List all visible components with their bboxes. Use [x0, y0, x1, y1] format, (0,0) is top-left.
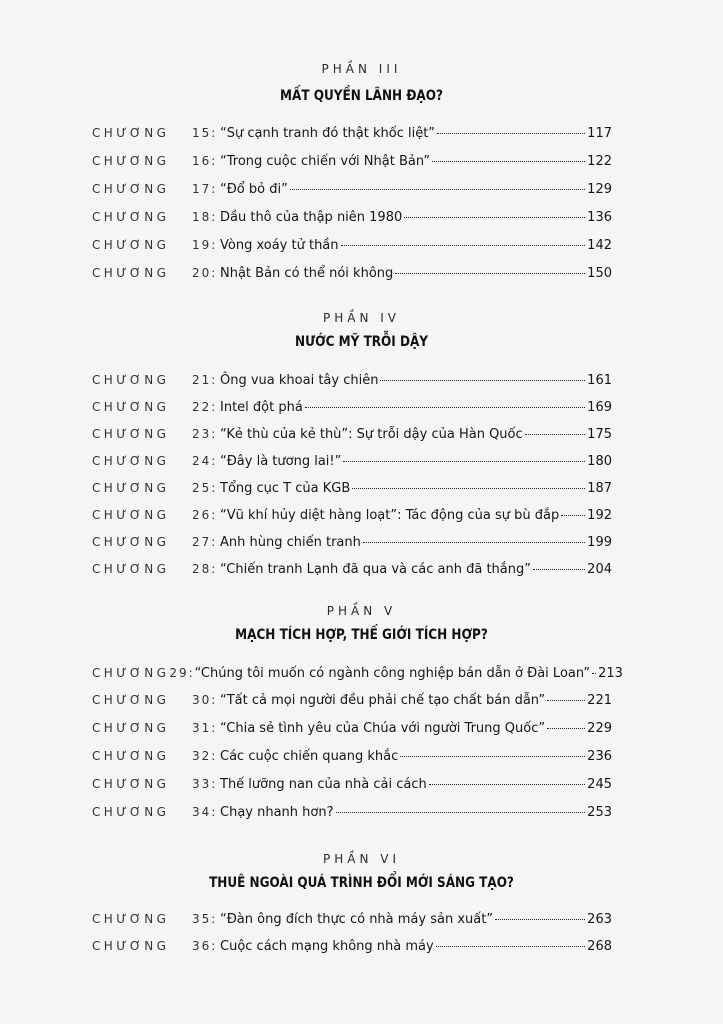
chapter-number: 25:: [192, 481, 218, 495]
chapter-title: “Vũ khí hủy diệt hàng loạt”: Tác động của sự bù đắp: [220, 508, 560, 523]
toc-entry[interactable]: [92, 562, 612, 584]
part-title: MẠCH TÍCH HỢP, THẾ GIỚI TÍCH HỢP?: [235, 627, 488, 643]
chapter-word: CHƯƠNG: [92, 535, 170, 549]
page-number: 150: [587, 266, 612, 281]
chapter-title: Các cuộc chiến quang khắc: [220, 749, 399, 764]
chapter-word: CHƯƠNG: [92, 693, 170, 707]
toc-entry[interactable]: [92, 535, 612, 557]
chapter-title: “Đàn ông đích thực có nhà máy sản xuất”: [220, 912, 494, 927]
page-number: 199: [587, 535, 612, 550]
chapter-title: Ông vua khoai tây chiên: [220, 373, 379, 388]
chapter-number: 27:: [192, 535, 218, 549]
chapter-word: CHƯƠNG: [92, 238, 170, 252]
part-title: MẤT QUYỀN LÃNH ĐẠO?: [280, 88, 443, 104]
dot-leader: [404, 217, 585, 218]
chapter-word: CHƯƠNG: [92, 666, 170, 680]
part-title: NƯỚC MỸ TRỖI DẬY: [294, 334, 429, 350]
toc-entry[interactable]: [92, 427, 612, 449]
chapter-word: CHƯƠNG: [92, 454, 170, 468]
dot-leader: [436, 946, 585, 947]
chapter-number: 21:: [192, 373, 218, 387]
dot-leader: [547, 728, 585, 729]
chapter-number: 17:: [192, 182, 218, 196]
chapter-title: “Chia sẻ tình yêu của Chúa với người Trung Quốc”: [220, 721, 546, 736]
chapter-number: 35:: [192, 912, 218, 926]
page-number: 229: [587, 721, 612, 736]
part-label: PHẦN III: [321, 62, 402, 76]
toc-entry[interactable]: [92, 210, 612, 232]
dot-leader: [341, 245, 586, 246]
dot-leader: [525, 434, 586, 435]
page-number: 136: [587, 210, 612, 225]
page-number: 175: [587, 427, 612, 442]
dot-leader: [290, 189, 585, 190]
chapter-title: Thế lưỡng nan của nhà cải cách: [220, 777, 427, 792]
chapter-number: 36:: [192, 939, 218, 953]
page-number: 129: [587, 182, 612, 197]
part-title: THUÊ NGOÀI QUÁ TRÌNH ĐỔI MỚI SÁNG TẠO?: [209, 875, 514, 891]
dot-leader: [363, 542, 585, 543]
chapter-number: 22:: [192, 400, 218, 414]
dot-leader: [547, 700, 585, 701]
chapter-word: CHƯƠNG: [92, 154, 170, 168]
toc-entry[interactable]: [92, 481, 612, 503]
chapter-word: CHƯƠNG: [92, 182, 170, 196]
toc-entry[interactable]: [92, 666, 623, 688]
toc-entry[interactable]: [92, 373, 612, 395]
chapter-title: Dầu thô của thập niên 1980: [220, 210, 403, 225]
toc-entry[interactable]: [92, 939, 612, 961]
page-number: 169: [587, 400, 612, 415]
dot-leader: [400, 756, 585, 757]
chapter-word: CHƯƠNG: [92, 427, 170, 441]
chapter-title: “Sự cạnh tranh đó thật khốc liệt”: [220, 126, 436, 141]
dot-leader: [533, 569, 585, 570]
dot-leader: [432, 161, 585, 162]
page-number: 180: [587, 454, 612, 469]
chapter-word: CHƯƠNG: [92, 721, 170, 735]
page-number: 245: [587, 777, 612, 792]
chapter-word: CHƯƠNG: [92, 805, 170, 819]
chapter-title: Tổng cục T của KGB: [220, 481, 351, 496]
part-label: PHẦN V: [326, 604, 397, 618]
chapter-number: 15:: [192, 126, 218, 140]
page-number: 117: [587, 126, 612, 141]
chapter-number: 30:: [192, 693, 218, 707]
chapter-title: “Tất cả mọi người đều phải chế tạo chất bán dẫn”: [220, 693, 546, 708]
dot-leader: [395, 273, 585, 274]
part-label: PHẦN IV: [322, 311, 400, 325]
chapter-title: Vòng xoáy tử thần: [220, 238, 339, 253]
chapter-number: 31:: [192, 721, 218, 735]
chapter-number: 29:: [169, 666, 195, 680]
dot-leader: [305, 407, 585, 408]
dot-leader: [352, 488, 585, 489]
part-label: PHẦN VI: [322, 852, 400, 866]
chapter-title: Intel đột phá: [220, 400, 303, 415]
page-number: 268: [587, 939, 612, 954]
chapter-title: “Chúng tôi muốn có ngành công nghiệp bán dẫn ở Đài Loan”: [194, 666, 591, 681]
chapter-title: Cuộc cách mạng không nhà máy: [220, 939, 434, 954]
chapter-word: CHƯƠNG: [92, 481, 170, 495]
page-number: 122: [587, 154, 612, 169]
page-number: 161: [587, 373, 612, 388]
toc-entry[interactable]: [92, 721, 612, 743]
toc-entry[interactable]: [92, 400, 612, 422]
toc-entry[interactable]: [92, 182, 612, 204]
chapter-number: 28:: [192, 562, 218, 576]
chapter-number: 24:: [192, 454, 218, 468]
toc-entry[interactable]: [92, 805, 612, 827]
toc-entry[interactable]: [92, 912, 612, 934]
page-number: 236: [587, 749, 612, 764]
dot-leader: [380, 380, 585, 381]
toc-entry[interactable]: [92, 693, 612, 715]
page-number: 187: [587, 481, 612, 496]
chapter-title: Anh hùng chiến tranh: [220, 535, 361, 550]
page-number: 192: [587, 508, 612, 523]
dot-leader: [437, 133, 585, 134]
dot-leader: [561, 515, 585, 516]
chapter-number: 23:: [192, 427, 218, 441]
page-number: 142: [587, 238, 612, 253]
chapter-word: CHƯƠNG: [92, 266, 170, 280]
chapter-title: Chạy nhanh hơn?: [220, 805, 334, 820]
toc-entry[interactable]: [92, 454, 612, 476]
dot-leader: [336, 812, 586, 813]
chapter-title: “Trong cuộc chiến với Nhật Bản”: [220, 154, 431, 169]
chapter-word: CHƯƠNG: [92, 400, 170, 414]
chapter-number: 32:: [192, 749, 218, 763]
dot-leader: [592, 673, 596, 674]
chapter-word: CHƯƠNG: [92, 508, 170, 522]
chapter-word: CHƯƠNG: [92, 939, 170, 953]
chapter-title: Nhật Bản có thể nói không: [220, 266, 394, 281]
chapter-title: “Đổ bỏ đi”: [220, 182, 288, 197]
chapter-word: CHƯƠNG: [92, 373, 170, 387]
toc-entry[interactable]: [92, 266, 612, 288]
toc-entry[interactable]: [92, 749, 612, 771]
chapter-number: 16:: [192, 154, 218, 168]
chapter-number: 18:: [192, 210, 218, 224]
chapter-word: CHƯƠNG: [92, 562, 170, 576]
dot-leader: [429, 784, 585, 785]
chapter-title: “Chiến tranh Lạnh đã qua và các anh đã thắng”: [220, 562, 531, 577]
chapter-number: 33:: [192, 777, 218, 791]
toc-entry[interactable]: [92, 126, 612, 148]
chapter-word: CHƯƠNG: [92, 126, 170, 140]
chapter-word: CHƯƠNG: [92, 912, 170, 926]
page-number: 263: [587, 912, 612, 927]
dot-leader: [343, 461, 585, 462]
chapter-word: CHƯƠNG: [92, 777, 170, 791]
toc-entry[interactable]: [92, 508, 612, 530]
page-number: 253: [587, 805, 612, 820]
page-number: 204: [587, 562, 612, 577]
toc-entry[interactable]: [92, 154, 612, 176]
chapter-number: 20:: [192, 266, 218, 280]
chapter-number: 19:: [192, 238, 218, 252]
chapter-word: CHƯƠNG: [92, 749, 170, 763]
chapter-title: “Đây là tương lai!”: [220, 454, 342, 469]
chapter-title: “Kẻ thù của kẻ thù”: Sự trỗi dậy của Hàn Quốc: [220, 427, 523, 442]
chapter-word: CHƯƠNG: [92, 210, 170, 224]
toc-entry[interactable]: [92, 777, 612, 799]
page-number: 213: [598, 666, 623, 681]
page-number: 221: [587, 693, 612, 708]
toc-entry[interactable]: [92, 238, 612, 260]
chapter-number: 26:: [192, 508, 218, 522]
dot-leader: [495, 919, 585, 920]
chapter-number: 34:: [192, 805, 218, 819]
